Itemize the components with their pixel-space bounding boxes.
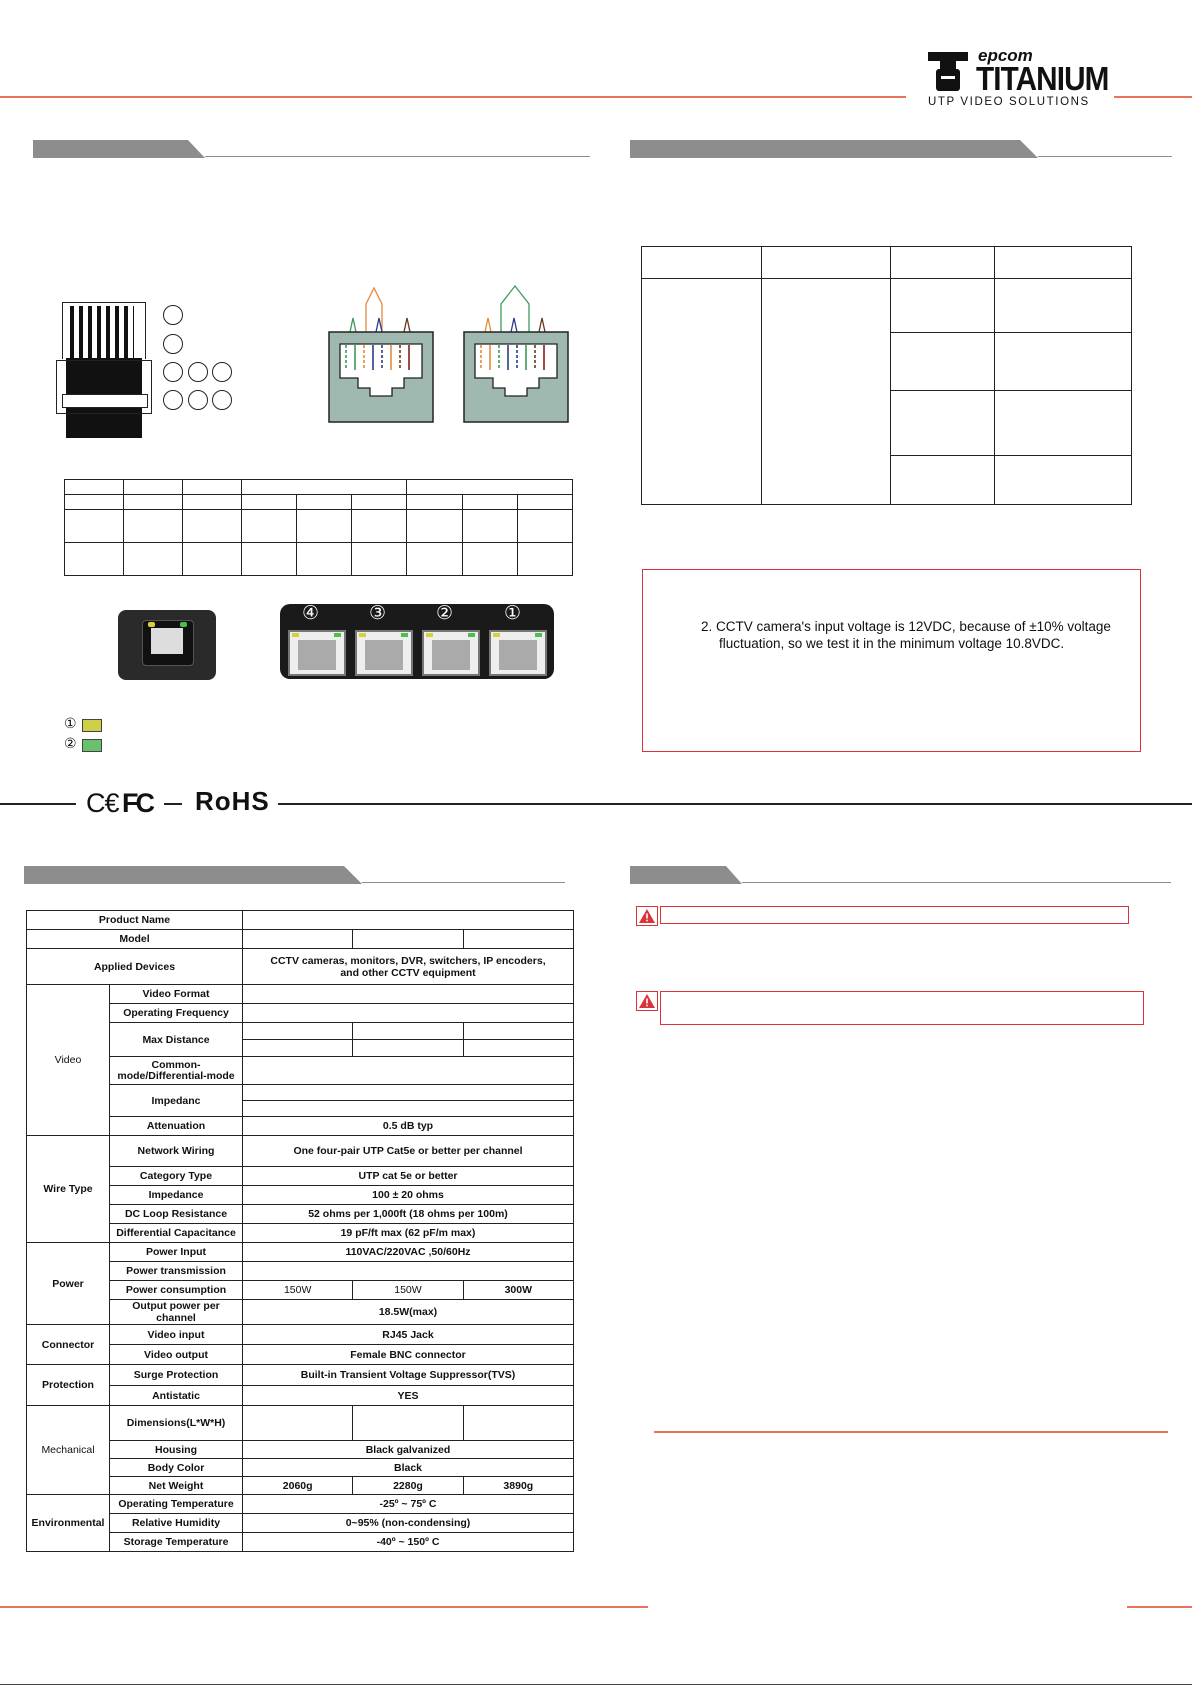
spec-antistatic-value: YES: [243, 1386, 574, 1406]
warning-box-1: [660, 906, 1129, 924]
spec-network-wiring-label: Network Wiring: [110, 1136, 243, 1167]
spec-net-weight-label: Net Weight: [110, 1477, 243, 1495]
spec-humidity-label: Relative Humidity: [110, 1514, 243, 1533]
spec-group-wire: Wire Type: [27, 1136, 110, 1243]
pin-marker: [212, 390, 232, 410]
spec-dc-loop-label: DC Loop Resistance: [110, 1205, 243, 1224]
spec-video-input-label: Video input: [110, 1325, 243, 1345]
rj45-plug-illustration: [56, 302, 152, 438]
spec-op-temp-label: Operating Temperature: [110, 1495, 243, 1514]
green-led-icon: [82, 739, 102, 752]
section-bar-pinout: [33, 140, 590, 158]
four-port-device-photo: [280, 604, 554, 679]
spec-category-type-value: UTP cat 5e or better: [243, 1167, 574, 1186]
footer-line-left: [0, 1606, 648, 1608]
spec-surge-value: Built-in Transient Voltage Suppressor(TVS): [243, 1365, 574, 1386]
pin-marker: [188, 362, 208, 382]
led-legend-label-2: ②: [64, 735, 77, 751]
spec-impedanc-label: Impedanc: [110, 1085, 243, 1117]
spec-diff-cap-value: 19 pF/ft max (62 pF/m max): [243, 1224, 574, 1243]
transmission-distance-table: [641, 246, 1132, 505]
spec-dc-loop-value: 52 ohms per 1,000ft (18 ohms per 100m): [243, 1205, 574, 1224]
yellow-led-icon: [82, 719, 102, 732]
spec-power-consumption-value: 150W: [243, 1281, 353, 1300]
spec-video-output-label: Video output: [110, 1345, 243, 1365]
port-label: ②: [436, 603, 454, 624]
spec-applied-devices-value-1: CCTV cameras, monitors, DVR, switchers, IP encoders,: [270, 954, 546, 967]
fcc-mark: FC: [122, 788, 152, 818]
warning-box-2: [660, 991, 1144, 1025]
spec-product-name-label: Product Name: [27, 911, 243, 930]
spec-max-distance-label: Max Distance: [110, 1023, 243, 1057]
spec-output-power-value: 18.5W(max): [243, 1300, 574, 1325]
spec-surge-label: Surge Protection: [110, 1365, 243, 1386]
spec-body-color-value: Black: [243, 1459, 574, 1477]
cert-divider-right: [278, 803, 1192, 805]
spec-diff-cap-label: Differential Capacitance: [110, 1224, 243, 1243]
pin-marker: [163, 390, 183, 410]
spec-housing-value: Black galvanized: [243, 1441, 574, 1459]
spec-network-wiring-value: One four-pair UTP Cat5e or better per channel: [243, 1136, 574, 1167]
spec-video-input-value: RJ45 Jack: [243, 1325, 574, 1345]
spec-group-protection: Protection: [27, 1365, 110, 1406]
spec-power-consumption-value: 300W: [463, 1281, 573, 1300]
spec-power-transmission-label: Power transmission: [110, 1262, 243, 1281]
spec-op-temp-value: -25º ~ 75º C: [243, 1495, 574, 1514]
jack-wiring-568b-diagram: [463, 282, 569, 424]
ce-mark: C€: [86, 788, 119, 818]
spec-humidity-value: 0~95% (non-condensing): [243, 1514, 574, 1533]
spec-operating-frequency-label: Operating Frequency: [110, 1004, 243, 1023]
pin-marker: [163, 334, 183, 354]
rohs-mark: RoHS: [195, 786, 270, 816]
spec-impedance-value: 100 ± 20 ohms: [243, 1186, 574, 1205]
spec-common-mode-label-1: Common-: [151, 1058, 201, 1071]
cert-divider-left: [0, 803, 76, 805]
pin-marker: [188, 390, 208, 410]
spec-storage-temp-label: Storage Temperature: [110, 1533, 243, 1552]
spec-video-output-value: Female BNC connector: [243, 1345, 574, 1365]
logo-mark-icon: [928, 52, 968, 94]
single-port-device-photo: [118, 610, 216, 680]
port-label: ①: [504, 603, 522, 624]
spec-common-mode-label-2: mode/Differential-mode: [117, 1069, 235, 1082]
spec-power-input-value: 110VAC/220VAC ,50/60Hz: [243, 1243, 574, 1262]
header-line-right: [1114, 96, 1192, 98]
pin-marker: [163, 362, 183, 382]
cert-divider-mid: [164, 803, 182, 805]
jack-wiring-568a-diagram: [328, 282, 434, 424]
spec-power-input-label: Power Input: [110, 1243, 243, 1262]
spec-model-label: Model: [27, 930, 243, 949]
spec-dimensions-label: Dimensions(L*W*H): [110, 1406, 243, 1441]
note-item-2-line-2: fluctuation, so we test it in the minimum voltage 10.8VDC.: [719, 636, 1065, 651]
spec-attenuation-value: 0.5 dB typ: [243, 1117, 574, 1136]
spec-body-color-label: Body Color: [110, 1459, 243, 1477]
rj45-port: [355, 630, 413, 676]
spec-output-power-label: Output power per channel: [110, 1300, 243, 1325]
spec-applied-devices-label: Applied Devices: [27, 949, 243, 985]
pin-assignment-table: [64, 479, 573, 576]
rj45-port: [422, 630, 480, 676]
pin-marker: [212, 362, 232, 382]
header-line-left: [0, 96, 906, 98]
spec-power-consumption-label: Power consumption: [110, 1281, 243, 1300]
spec-group-power: Power: [27, 1243, 110, 1325]
spec-group-connector: Connector: [27, 1325, 110, 1365]
spec-antistatic-label: Antistatic: [110, 1386, 243, 1406]
note-box: [642, 569, 1141, 752]
spec-net-weight-value: 2060g: [243, 1477, 353, 1495]
warning-icon: [636, 991, 658, 1011]
port-label: ④: [302, 603, 320, 624]
specification-table: [26, 910, 574, 1552]
spec-group-mechanical: Mechanical: [27, 1406, 110, 1495]
spec-applied-devices-value-2: and other CCTV equipment: [340, 966, 476, 979]
spec-attenuation-label: Attenuation: [110, 1117, 243, 1136]
rj45-port: [288, 630, 346, 676]
brand-tagline: UTP VIDEO SOLUTIONS: [928, 96, 1090, 108]
port-label: ③: [369, 603, 387, 624]
spec-net-weight-value: 3890g: [463, 1477, 573, 1495]
spec-group-environmental: Environmental: [27, 1495, 110, 1552]
footer-line-right: [1127, 1606, 1192, 1608]
brand-prefix: epcom: [978, 46, 1033, 65]
spec-video-format-label: Video Format: [110, 985, 243, 1004]
led-legend-label-1: ①: [64, 715, 77, 731]
spec-storage-temp-value: -40º ~ 150º C: [243, 1533, 574, 1552]
brand-name: TITANIUM: [976, 60, 1109, 97]
spec-housing-label: Housing: [110, 1441, 243, 1459]
spec-group-video: Video: [27, 985, 110, 1136]
warnings-divider: [654, 1431, 1168, 1433]
warning-icon: [636, 906, 658, 926]
section-bar-distance: [630, 140, 1172, 158]
section-bar-warnings: [630, 866, 1171, 884]
note-item-2-line-1: 2. CCTV camera's input voltage is 12VDC, because of ±10% voltage: [701, 619, 1111, 634]
rj45-port: [489, 630, 547, 676]
pin-marker: [163, 305, 183, 325]
spec-impedance-label: Impedance: [110, 1186, 243, 1205]
spec-power-consumption-value: 150W: [353, 1281, 463, 1300]
brand-logo: [926, 46, 1109, 110]
spec-net-weight-value: 2280g: [353, 1477, 463, 1495]
spec-category-type-label: Category Type: [110, 1167, 243, 1186]
section-bar-specifications: [24, 866, 565, 884]
